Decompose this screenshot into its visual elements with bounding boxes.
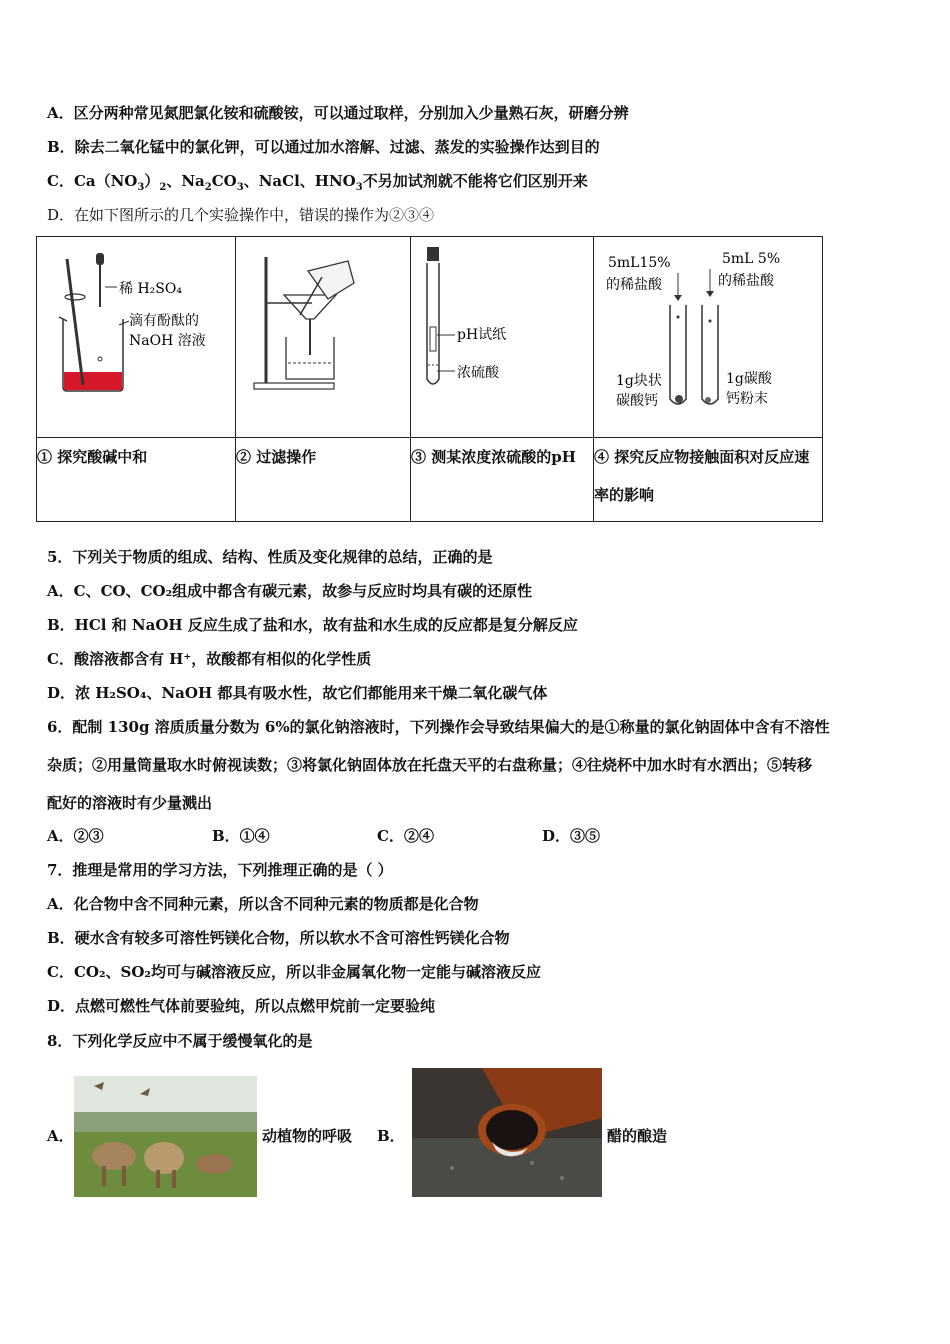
q5-stem: 5．下列关于物质的组成、结构、性质及变化规律的总结，正确的是 — [47, 548, 493, 566]
fig4-cell — [594, 237, 823, 438]
caption-3: ③ 测某浓度浓硫酸的pH — [411, 438, 594, 522]
q7-option-c: C．CO₂、SO₂均可与碱溶液反应，所以非金属氧化物一定能与碱溶液反应 — [47, 963, 541, 981]
fig4-right-volume: 5mL 5% — [722, 251, 781, 267]
q6-option-b: B．①④ — [212, 827, 270, 845]
q5-option-b: B．HCl 和 NaOH 反应生成了盐和水，故有盐和水生成的反应都是复分解反应 — [47, 616, 578, 634]
fig3-acid-label: 浓硫酸 — [457, 365, 499, 381]
q5-option-c: C．酸溶液都含有 H⁺，故酸都有相似的化学性质 — [47, 650, 372, 668]
q6-option-c: C．②④ — [377, 827, 434, 845]
fig1-base-label-1: 滴有酚酞的 — [129, 313, 199, 329]
q5-option-a: A．C、CO、CO₂组成中都含有碳元素，故参与反应时均具有碳的还原性 — [47, 582, 533, 600]
q7-option-d: D．点燃可燃性气体前要验纯，所以点燃甲烷前一定要验纯 — [47, 997, 436, 1015]
fig2-cell — [236, 237, 411, 438]
q8-option-b-text: 醋的酿造 — [607, 1127, 668, 1145]
fig3-paper-label: pH试纸 — [457, 327, 507, 343]
q6-option-d: D．③⑤ — [542, 827, 601, 845]
q8-option-a-label: A． — [47, 1127, 74, 1145]
q6-stem-line-3: 配好的溶液时有少量溅出 — [47, 794, 213, 812]
q5-option-d: D．浓 H₂SO₄、NaOH 都具有吸水性，故它们都能用来干燥二氧化碳气体 — [47, 684, 548, 702]
q6-option-a: A．②③ — [47, 827, 104, 845]
caption-2: ② 过滤操作 — [236, 438, 411, 522]
q6-stem-line-1: 6．配制 130g 溶质质量分数为 6%的氯化钠溶液时，下列操作会导致结果偏大的是①称量的氯化钠固体中含有不溶性 — [47, 718, 830, 736]
ph-test-diagram — [411, 237, 593, 433]
q4-option-a: A．区分两种常见氮肥氯化铵和硫酸铵，可以通过取样，分别加入少量熟石灰，研磨分辨 — [47, 104, 629, 122]
caption-1: ① 探究酸碱中和 — [37, 438, 236, 522]
q7-stem: 7．推理是常用的学习方法，下列推理正确的是（ ） — [47, 861, 393, 879]
fig4-left-acid: 的稀盐酸 — [606, 277, 662, 293]
fig4-right-solid-2: 钙粉末 — [726, 391, 768, 407]
vinegar-brewing-image — [412, 1068, 602, 1197]
fig4-right-solid-1: 1g碳酸 — [726, 371, 772, 387]
fig1-base-label-2: NaOH 溶液 — [129, 333, 206, 349]
fig1-cell — [37, 237, 236, 438]
q4-option-b: B．除去二氧化锰中的氯化钾，可以通过加水溶解、过滤、蒸发的实验操作达到目的 — [47, 138, 600, 156]
q4-option-d: D．在如下图所示的几个实验操作中，错误的操作为②③④ — [47, 206, 435, 224]
fig4-left-volume: 5mL15% — [608, 255, 671, 271]
q7-option-b: B．硬水含有较多可溶性钙镁化合物，所以软水不含可溶性钙镁化合物 — [47, 929, 510, 947]
q8-option-b-label: B． — [377, 1127, 405, 1145]
filtration-diagram — [236, 237, 410, 433]
fig4-left-solid-1: 1g块状 — [616, 373, 662, 389]
experiment-table — [36, 236, 823, 522]
q8-option-a-text: 动植物的呼吸 — [262, 1127, 353, 1145]
fig1-acid-label: 稀 H₂SO₄ — [119, 281, 182, 297]
q4-option-c: C．$Ca(NO_3)_2$、$Na_2CO_3$、NaCl、$HNO_3$不另加试剂就不能将它们区别开来 — [47, 172, 588, 193]
fig4-right-acid: 的稀盐酸 — [718, 273, 774, 289]
animals-grazing-image — [74, 1076, 257, 1197]
acid-base-neutralization-diagram — [37, 237, 235, 433]
q6-stem-line-2: 杂质；②用量筒量取水时俯视读数；③将氯化钠固体放在托盘天平的右盘称量；④往烧杯中加水时有水洒出；⑤转移 — [47, 756, 813, 774]
q8-stem: 8．下列化学反应中不属于缓慢氧化的是 — [47, 1032, 313, 1050]
q7-option-a: A．化合物中含不同种元素，所以含不同种元素的物质都是化合物 — [47, 895, 479, 913]
fig3-cell — [411, 237, 594, 438]
reaction-rate-diagram — [594, 237, 822, 433]
caption-4: ④ 探究反应物接触面积对反应速率的影响 — [594, 438, 823, 522]
fig4-left-solid-2: 碳酸钙 — [616, 393, 658, 409]
